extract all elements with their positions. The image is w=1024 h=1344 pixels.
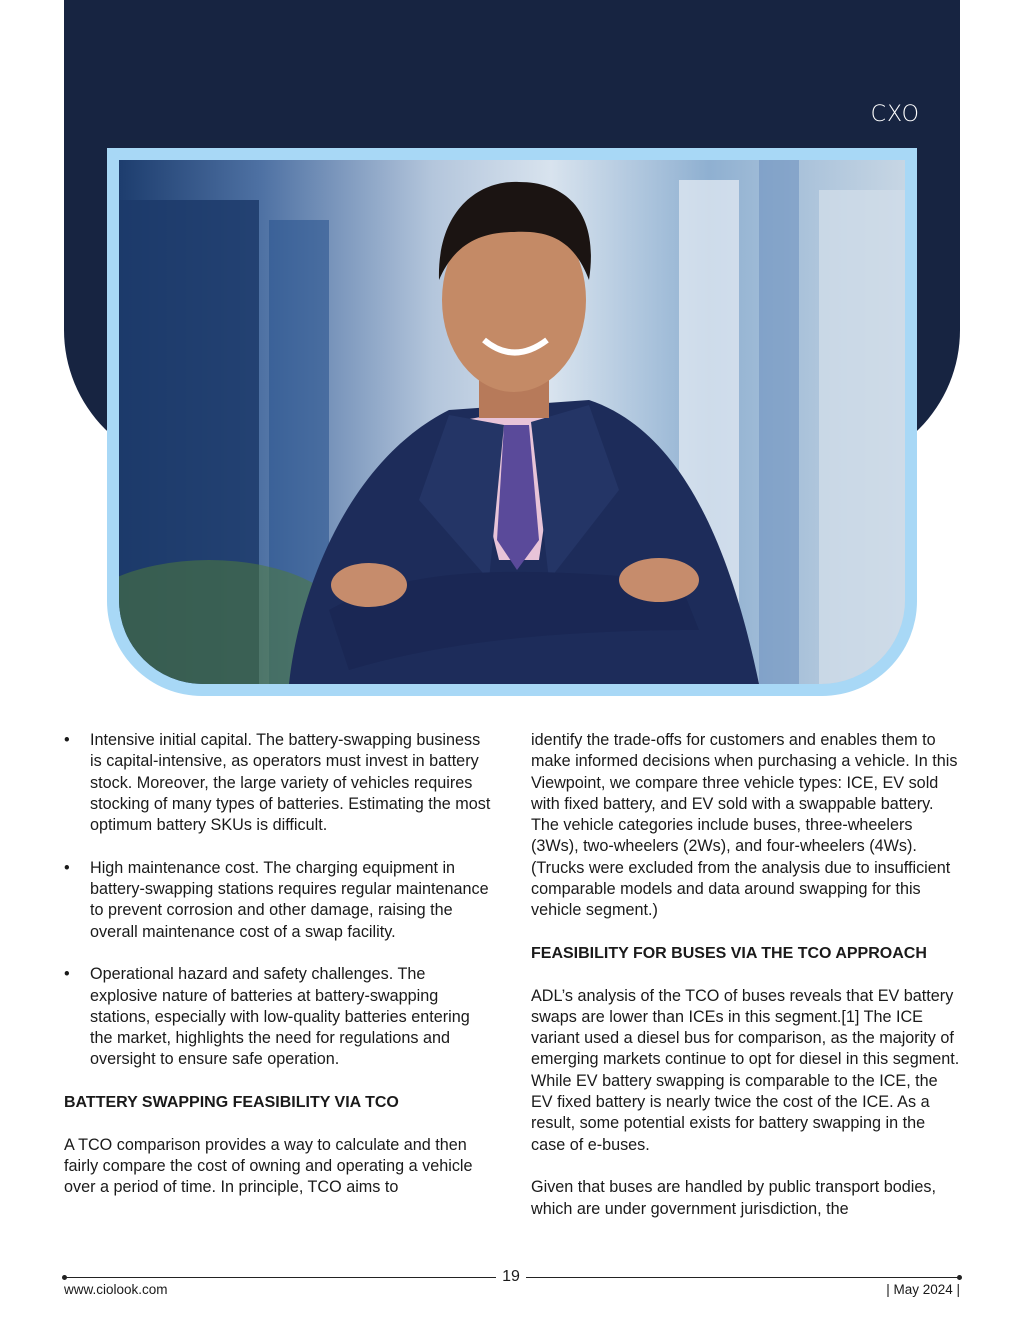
body-paragraph: Given that buses are handled by public transport bodies, which are under government jurisdiction, the xyxy=(531,1178,936,1218)
footer-url: www.ciolook.com xyxy=(64,1282,168,1297)
list-item-text: High maintenance cost. The charging equipment in battery-swapping stations requires regular maintenance to prevent corrosion and other damage, raising the overall maintenance cost of a swap facility. xyxy=(90,858,489,941)
bullet-icon: • xyxy=(64,731,70,749)
footer-rule-right xyxy=(526,1277,960,1278)
body-paragraph: identify the trade-offs for customers and enables them to make informed decisions when purchasing a vehicle. In this Viewpoint, we compare three vehicle types: ICE, EV sold with fixed battery, and EV sold with a swappable battery. The vehicle categories include buses, three-wheelers (3Ws), two-wheelers (2Ws), and four-wheelers (4Ws). (Trucks were excluded from the analysis due to insufficient comparable models and data around swapping for this vehicle segment.) xyxy=(531,731,958,920)
list-item xyxy=(64,858,494,943)
section-heading: FEASIBILITY FOR BUSES VIA THE TCO APPROACH xyxy=(531,944,927,962)
body-paragraph: ADL’s analysis of the TCO of buses reveals that EV battery swaps are lower than ICEs in this segment.[1] The ICE variant used a diesel bus for comparison, as the majority of emerging markets continue to opt for diesel in this segment. While EV battery swapping is comparable to the ICE, the EV fixed battery is nearly twice the cost of the ICE. As a result, some potential exists for battery swapping in the case of e-buses. xyxy=(531,986,960,1154)
section-tag: CXO xyxy=(870,102,920,127)
challenges-list xyxy=(64,730,494,1071)
portrait-photo xyxy=(119,160,905,684)
photo-frame xyxy=(107,148,917,696)
list-item xyxy=(64,730,494,836)
left-column xyxy=(64,730,494,1220)
right-column xyxy=(531,730,963,1241)
section-heading: BATTERY SWAPPING FEASIBILITY VIA TCO xyxy=(64,1094,399,1112)
bullet-icon: • xyxy=(64,965,70,984)
page-number: 19 xyxy=(502,1268,520,1285)
body-paragraph: A TCO comparison provides a way to calculate and then fairly compare the cost of owning and operating a vehicle over a period of time. In principle, TCO aims to xyxy=(64,1135,473,1197)
bullet-icon: • xyxy=(64,858,70,877)
list-item xyxy=(64,964,494,1070)
footer-rule-left xyxy=(64,1277,496,1278)
list-item-text: Intensive initial capital. The battery-swapping business is capital-intensive, as operators must invest in battery stock. Moreover, the large variety of vehicles requires stocking of many types of batteries. Estimating the most optimum battery SKUs is difficult. xyxy=(90,731,491,835)
portrait-illustration xyxy=(119,160,905,684)
footer-dot-right xyxy=(957,1275,962,1280)
footer-date: | May 2024 | xyxy=(886,1282,960,1297)
list-item-text: Operational hazard and safety challenges. The explosive nature of batteries at battery-swapping stations, especially with low-quality batteries entering the market, highlights the need for regulations and oversight to ensure safe operation. xyxy=(90,965,470,1069)
